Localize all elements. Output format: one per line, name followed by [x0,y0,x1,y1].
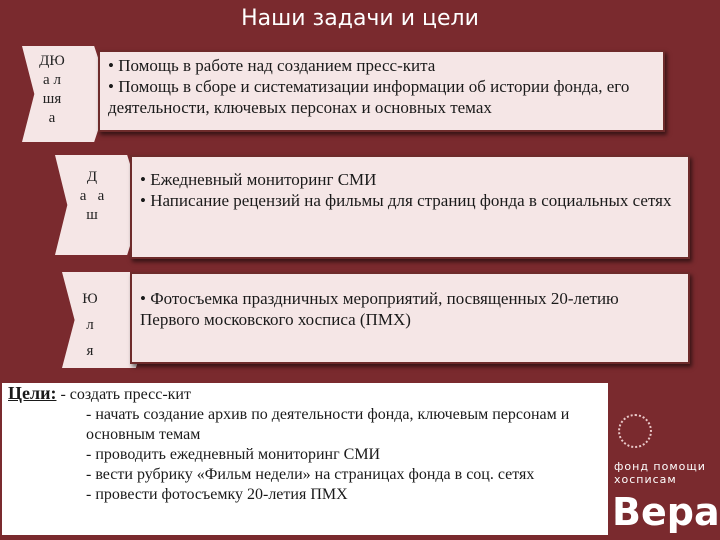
goal-item: - проводить ежедневный мониторинг СМИ [86,446,381,463]
slide-title: Наши задачи и цели [241,6,479,31]
goal-item: - начать создание архив по деятельности фонда, ключевым персонам и основным темам [86,406,570,443]
chevron-1-text: ДЮ а л шя а [39,53,65,126]
task-box-2 [130,155,690,259]
task-box-1 [98,50,665,132]
goals-first-line [8,383,602,405]
task-item: • Ежедневный мониторинг СМИ [140,170,377,189]
flower-icon [618,414,652,448]
task-item: • Помощь в сборе и систематизации информации об истории фонда, его деятельности, ключевых персонах и основных темах [108,77,630,117]
task-item: • Фотосъемка праздничных мероприятий, посвященных 20-летию Первого московского хосписа (ПМХ) [140,289,619,329]
chevron-2-text: Д а а ш [79,169,105,223]
task-item: • Написание рецензий на фильмы для страниц фонда в социальных сетях [140,191,672,210]
goals-label: Цели: [8,383,57,403]
logo-name: Вера [612,490,720,534]
fund-logo [612,410,720,540]
chevron-3-text: Ю л я [82,291,98,359]
goal-item: - создать пресс-кит [56,386,191,403]
goal-item: - вести рубрику «Фильм недели» на страницах фонда в соц. сетях [86,466,535,483]
task-item: • Помощь в работе над созданием пресс-кита [108,56,436,75]
goal-item: - провести фотосъемку 20-летия ПМХ [86,486,348,503]
logo-line-1: фонд помощи [614,460,706,473]
goals-block [2,383,608,535]
task-box-3 [130,272,690,364]
logo-line-2: хосписам [614,473,677,486]
